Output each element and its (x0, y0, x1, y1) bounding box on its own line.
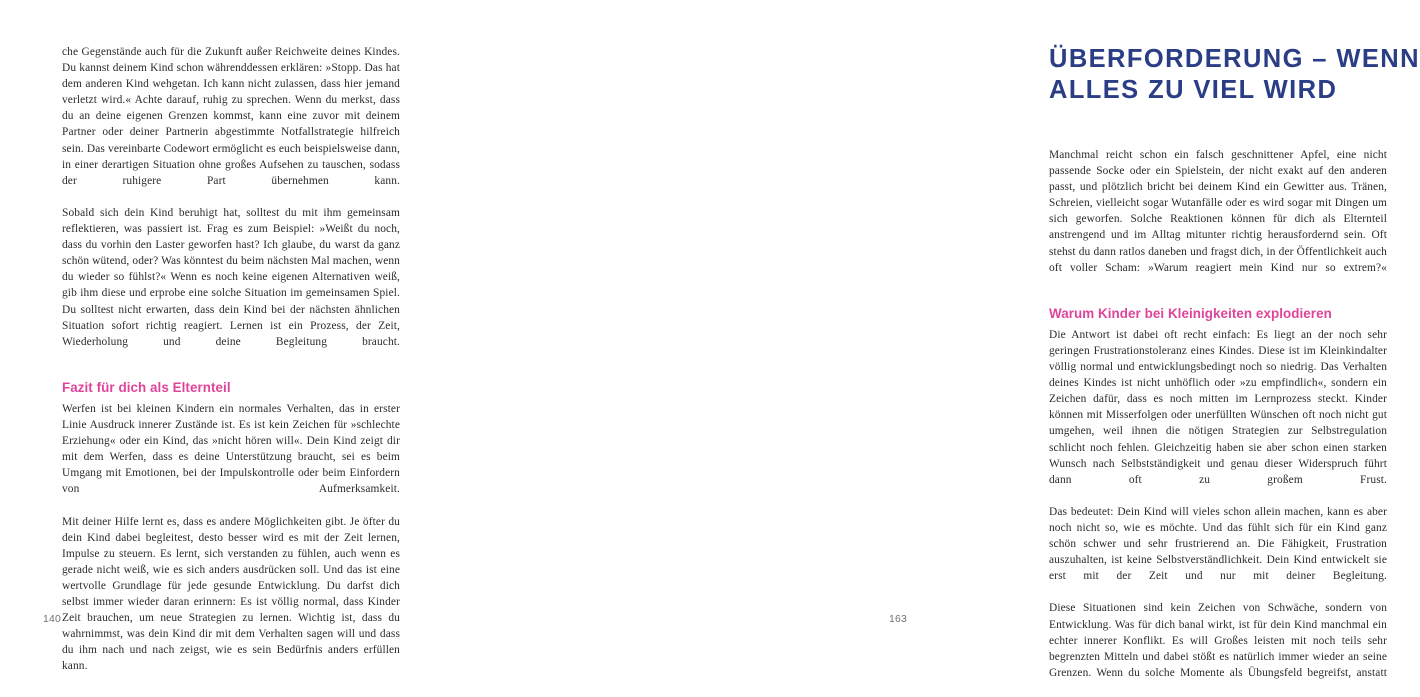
left-paragraph-1: che Gegenstände auch für die Zukunft außer Reichweite deines Kindes. Du kannst deinem Kind schon währenddessen erklären: »Stopp. Das hat dem anderen Kind wehgetan. Ich kann nicht zulassen, dass hier jemand verletzt wird.« Achte darauf, ruhig zu sprechen. Wenn du merkst, dass du an deine eigenen Grenzen kommst, kann eine zuvor mit deinem Partner oder deiner Partnerin abgestimmte Notfallstrategie hilfreich sein. Das vereinbarte Codewort ermöglicht es euch beispielsweise dann, in einer derartigen Situation ohne großes Aufsehen zu tauschen, sodass der ruhigere Part übernehmen kann. (62, 46, 400, 187)
chapter-title-line-1: ÜBERFORDERUNG – WENN (1049, 45, 1420, 73)
right-page (483, 0, 1420, 679)
left-paragraph-4: Mit deiner Hilfe lernt es, dass es andere Möglichkeiten gibt. Je öfter du dein Kind dabei begleitest, desto besser wird es mit der Zeit lernen, Impulse zu steuern. Es lernt, sich verstanden zu fühlen, auch wenn es gerade nicht weiß, wie es sich anders ausdrücken soll. Und das ist eine wertvolle Grundlage für jede gesunde Entwicklung. Du darfst dich selbst immer wieder daran erinnern: Es ist völlig normal, dass Kinder Zeit brauchen, um neue Strategien zu lernen. Wichtig ist, dass du wahrnimmst, was dein Kind dir mit dem Verhalten sagen will und dass du ihm nach und nach zeigst, wie es sein Bedürfnis anders erfüllen kann. (62, 515, 400, 673)
chapter-title-line-2: ALLES ZU VIEL WIRD (1049, 76, 1338, 104)
right-paragraph-3: Diese Situationen sind kein Zeichen von Schwäche, sondern von Entwicklung. Was für dich banal wirkt, ist für dein Kind manchmal ein echter innerer Konflikt. Es will Großes leisten mit noch teils sehr begrenzten Mitteln und dabei stößt es natürlich immer wieder an seine Grenzen. Wenn du solche Momente als Übungsfeld begreifst, anstatt (1049, 602, 1387, 679)
left-page (0, 0, 482, 673)
chapter-title (1049, 44, 1420, 106)
left-paragraph-3: Werfen ist bei kleinen Kindern ein normales Verhalten, das in erster Linie Ausdruck innerer Zustände ist. Es ist kein Zeichen für »schlechte Erziehung« oder ein Kind, das »nicht hören will«. Dein Kind zeigt dir mit dem Werfen, dass es deine Unterstützung braucht, sei es beim Umgang mit Emotionen, bei der Impulskontrolle oder beim Einfordern von Aufmerksamkeit. (62, 402, 400, 496)
right-subheading-warum-kinder: Warum Kinder bei Kleinigkeiten explodieren (1049, 305, 1332, 321)
page-number-left: 140 (43, 614, 61, 625)
left-page-text-column (62, 44, 400, 691)
right-intro-paragraph: Manchmal reicht schon ein falsch geschnittener Apfel, eine nicht passende Socke oder ein Spielstein, der nicht exakt auf den anderen passt, und plötzlich bricht bei deinem Kind ein Gewitter aus. Tränen, Schreien, vielleicht sogar Wutanfälle oder es wird sogar mit Dingen um sich geworfen. Solche Reaktionen können für dich als Elternteil anstrengend und im Alltag mitunter richtig herausfordernd sein. Oft stehst du dann ratlos daneben und fragst dich, in der Öffentlichkeit auch oft voller Scham: »Warum reagiert mein Kind nur so extrem?« (1049, 149, 1387, 274)
right-paragraph-2: Das bedeutet: Dein Kind will vieles schon allein machen, kann es aber noch nicht so, wie es möchte. Und das fühlt sich für ein Kind ganz schön schwer und sehr frustrierend an. Die Fähigkeit, Frustration auszuhalten, ist keine Selbstverständlichkeit. Dein Kind entwickelt sie erst mit der Zeit und nur mit deiner Begleitung. (1049, 505, 1387, 583)
right-paragraph-1: Die Antwort ist dabei oft recht einfach: Es liegt an der noch sehr geringen Frustrationstoleranz eines Kindes. Diese ist im Kleinkindalter völlig normal und entwicklungsbedingt noch so niedrig. Das Verhalten deines Kindes ist nicht unhöflich oder »zu empfindlich«, sondern ein Zeichen dafür, dass es noch mitten im Lernprozess steckt. Kinder können mit Misserfolgen oder unerfüllten Wünschen oft noch nicht gut umgehen, weil ihnen die nötigen Strategien zur Selbstregulation schlicht noch fehlen. Gleichzeitig haben sie aber schon einen starken Wunsch nach Selbstständigkeit und genau dieser Widerspruch führt dann oft zu großem Frust. (1049, 328, 1387, 486)
left-subheading-fazit: Fazit für dich als Elternteil (62, 379, 231, 395)
left-paragraph-2: Sobald sich dein Kind beruhigt hat, solltest du mit ihm gemeinsam reflektieren, was passiert ist. Frag es zum Beispiel: »Weißt du noch, dass du vorhin den Laster geworfen hast? Ich glaube, du warst da ganz schön wütend, oder? Was könntest du beim nächsten Mal machen, wenn du wieder so fühlst?« Wenn es noch keine eigenen Alternativen weiß, gib ihm diese und erprobe eine solche Situation im gemeinsamen Spiel. Du solltest nicht erwarten, dass dein Kind bei der nächsten ähnlichen Situation sofort richtig reagiert. Lernen ist ein Prozess, der Zeit, Wiederholung und deine Begleitung braucht. (62, 206, 400, 348)
page-number-right: 163 (889, 614, 907, 625)
right-page-text-column (1049, 44, 1420, 697)
